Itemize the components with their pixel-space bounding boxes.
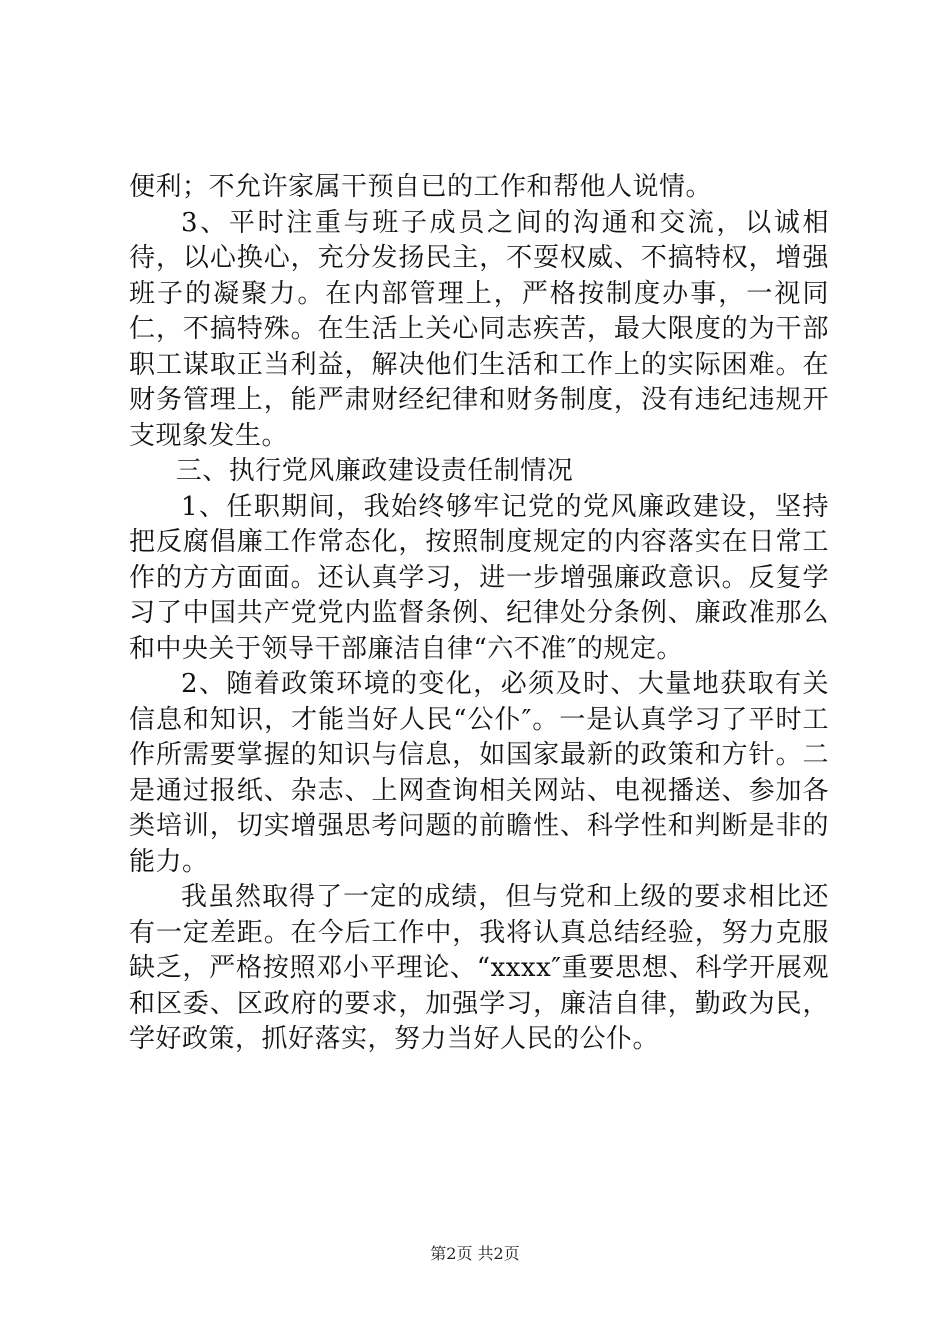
section-heading: 三、执行党风廉政建设责任制情况 [175,456,574,486]
paragraph-item-3: 3、平时注重与班子成员之间的沟通和交流，以诚相待，以心换心，充分发扬民主，不耍权威、不搞特权，增强班子的凝聚力。在内部管理上，严格按制度办事，一视同仁，不搞特殊。在生活上关心同志疾苦，最大限度的为干部职工谋取正当利益，解决他们生活和工作上的实际困难。在财务管理上，能严肃财经纪律和财务制度，没有违纪违规开支现象发生。 [129,207,829,451]
paragraph-item-2: 2、随着政策环境的变化，必须及时、大量地获取有关信息和知识，才能当好人民“公仆″。一是认真学习了平时工作所需要掌握的知识与信息，如国家最新的政策和方针。二是通过报纸、杂志、上网查询相关网站、电视播送、参加各类培训，切实增强思考问题的前瞻性、科学性和判断是非的能力。 [129,669,829,877]
paragraph-item-1: 1、任职期间，我始终够牢记党的党风廉政建设，坚持把反腐倡廉工作常态化，按照制度规定的内容落实在日常工作的方方面面。还认真学习，进一步增强廉政意识。反复学习了中国共产党党内监督条例、纪律处分条例、廉政准那么和中央关于领导干部廉洁自律“六不准″的规定。 [129,491,829,664]
page-footer [0,1244,950,1264]
document-body [129,170,829,1058]
page-number-label: 第2页 共2页 [430,1244,520,1263]
paragraph-conclusion: 我虽然取得了一定的成绩，但与党和上级的要求相比还有一定差距。在今后工作中，我将认真总结经验，努力克服缺乏，严格按照邓小平理论、“xxxx″重要思想、科学开展观和区委、区政府的要求，加强学习，廉洁自律，勤政为民，学好政策，抓好落实，努力当好人民的公仆。 [129,882,829,1054]
paragraph-continuation: 便利；不允许家属干预自已的工作和帮他人说情。 [129,172,713,202]
